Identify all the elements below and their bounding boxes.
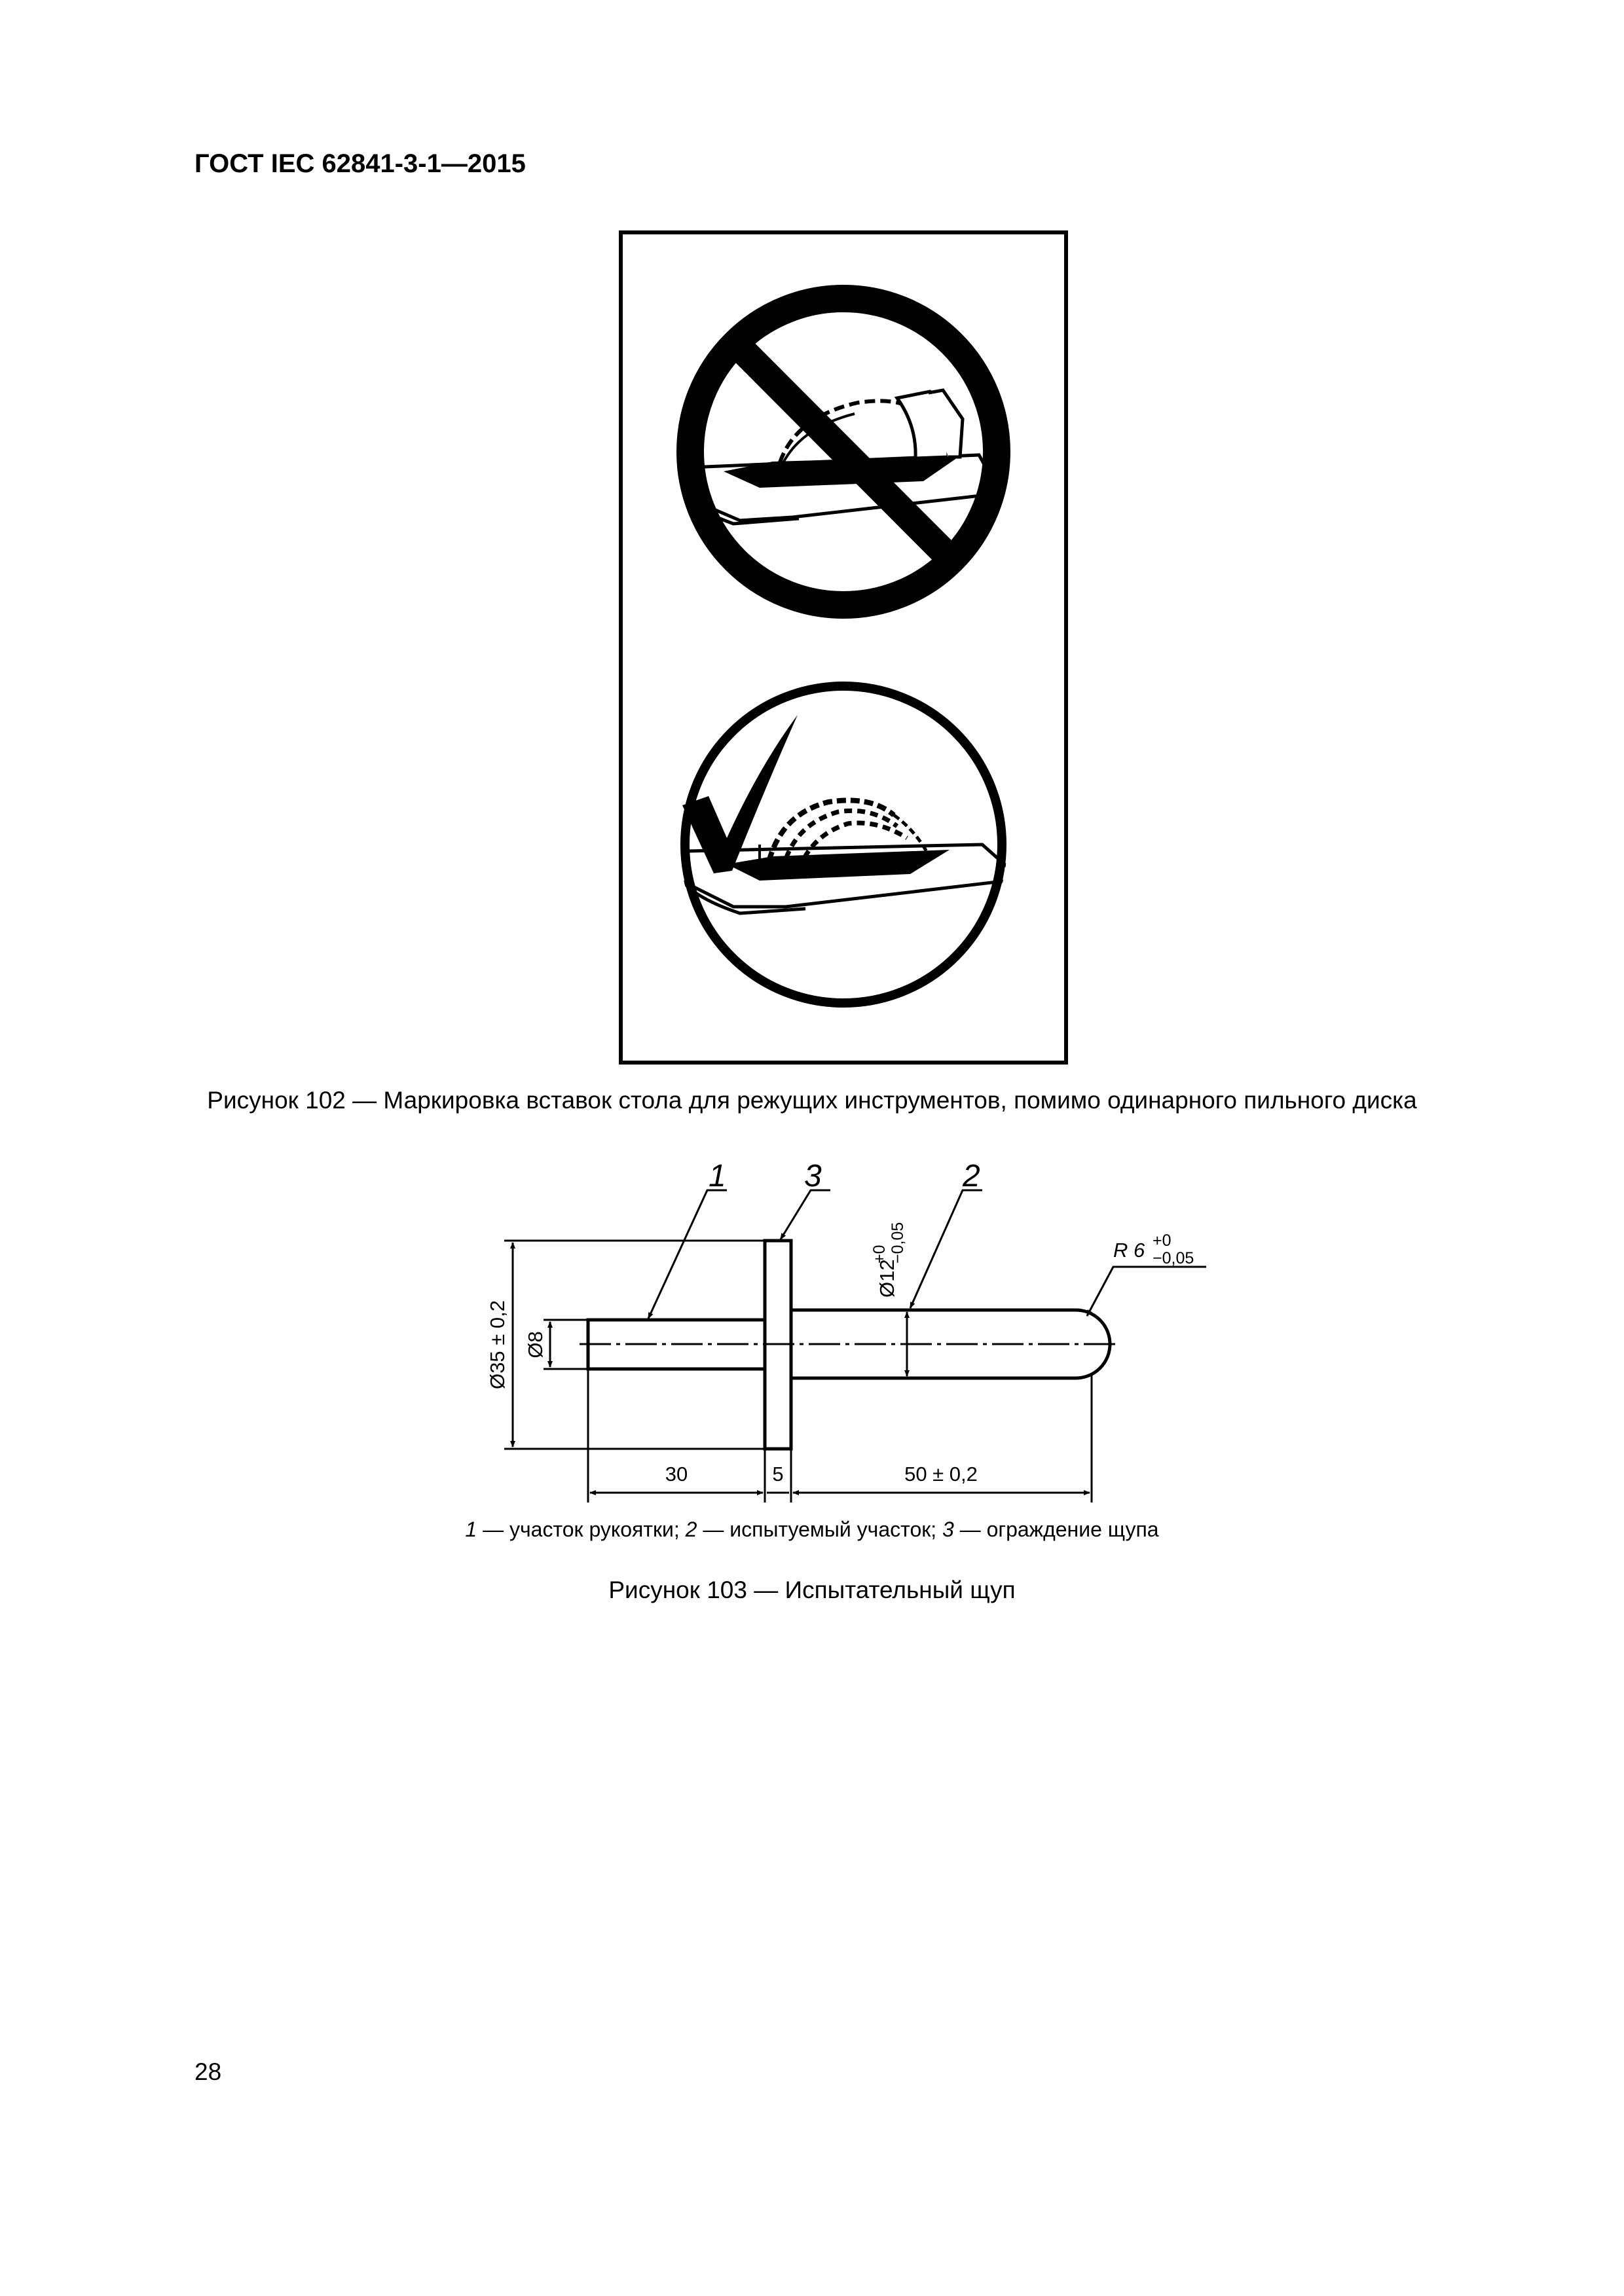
dim-handle-length: 30 [665, 1463, 688, 1485]
document-header: ГОСТ IEC 62841-3-1—2015 [194, 149, 526, 178]
legend-key-2: 2 [685, 1518, 697, 1541]
svg-text:−0,05: −0,05 [1153, 1249, 1194, 1267]
dim-guard-thickness: 5 [772, 1463, 784, 1485]
figure-102-frame [621, 232, 1066, 1063]
callout-1-leader [648, 1190, 727, 1319]
callout-3: 3 [804, 1159, 822, 1194]
callout-2: 2 [963, 1159, 980, 1194]
callout-2-leader [910, 1190, 982, 1308]
page-number: 28 [194, 2058, 222, 2085]
legend-text-3: — ограждение щупа [953, 1518, 1159, 1541]
callout-3-leader [781, 1190, 830, 1239]
prohibited-sign-icon [663, 299, 997, 605]
legend-key-3: 3 [942, 1518, 954, 1541]
figure-103-test-probe [0, 1139, 1624, 1532]
permitted-sign-icon [674, 686, 1012, 1003]
svg-text:+0: +0 [870, 1245, 889, 1264]
callout-1: 1 [709, 1159, 726, 1194]
legend-text-2: — испытуемый участок; [697, 1518, 943, 1541]
dim-probe-length: 50 ± 0,2 [904, 1463, 978, 1485]
dim-radius [1113, 1231, 1194, 1267]
svg-text:Ø12: Ø12 [876, 1259, 898, 1298]
legend-key-1: 1 [465, 1518, 477, 1541]
svg-text:−0,05: −0,05 [889, 1222, 907, 1264]
dim-outer-diameter: Ø35 ± 0,2 [486, 1300, 509, 1389]
figure-102-marking [0, 0, 1624, 1113]
dim-probe-diameter [870, 1222, 907, 1298]
svg-text:R 6: R 6 [1113, 1239, 1145, 1262]
svg-text:+0: +0 [1153, 1231, 1172, 1250]
legend-text-1: — участок рукоятки; [477, 1518, 686, 1541]
dim-handle-diameter: Ø8 [524, 1331, 547, 1358]
figure-103-legend [0, 1518, 1624, 1542]
radius-leader [1087, 1267, 1206, 1316]
figure-103-caption: Рисунок 103 — Испытательный щуп [608, 1576, 1016, 1603]
figure-102-caption: Рисунок 102 — Маркировка вставок стола для режущих инструментов, помимо одинарного пильного диска [207, 1087, 1417, 1114]
